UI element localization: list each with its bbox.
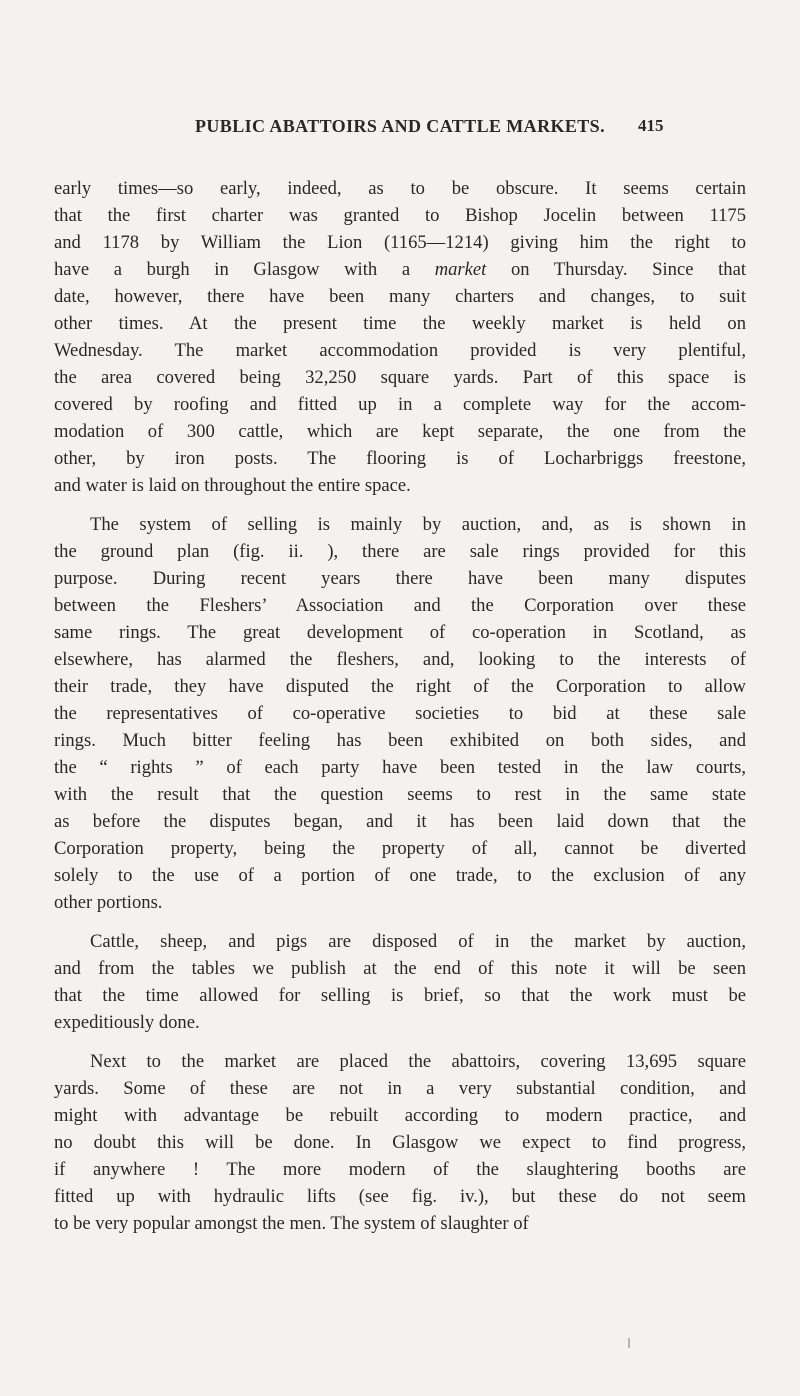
- text-line: other, by iron posts. The flooring is of Locharbriggs freestone,: [54, 448, 746, 469]
- text-line: to be very popular amongst the men. The system of slaughter of: [54, 1213, 529, 1234]
- text-line: the representatives of co-operative societies to bid at these sale: [54, 703, 746, 724]
- text-line: covered by roofing and fitted up in a complete way for the accom-: [54, 394, 746, 415]
- text-line: no doubt this will be done. In Glasgow we expect to find progress,: [54, 1132, 746, 1153]
- text-line: elsewhere, has alarmed the fleshers, and, looking to the interests of: [54, 649, 746, 670]
- paragraph-2: [54, 511, 746, 916]
- body-text: [54, 175, 746, 1249]
- text-line: same rings. The great development of co-operation in Scotland, as: [54, 622, 746, 643]
- text-line: expeditiously done.: [54, 1012, 200, 1033]
- italic-word: market: [434, 259, 487, 280]
- text-line: [54, 229, 746, 256]
- paragraph-3: [54, 928, 746, 1036]
- text-line: early times—so early, indeed, as to be obscure. It seems certain: [54, 178, 746, 199]
- text-line: [54, 256, 746, 283]
- text-line: the “ rights ” of each party have been tested in the law courts,: [54, 757, 746, 778]
- text-line: Cattle, sheep, and pigs are disposed of in the market by auction,: [90, 931, 746, 952]
- text-line: that the first charter was granted to Bishop Jocelin between 1175: [54, 205, 746, 226]
- text-line: that the time allowed for selling is brief, so that the work must be: [54, 985, 746, 1006]
- text-line: modation of 300 cattle, which are kept separate, the one from the: [54, 421, 746, 442]
- text-line: purpose. During recent years there have been many disputes: [54, 568, 746, 589]
- text-line: rings. Much bitter feeling has been exhibited on both sides, and: [54, 730, 746, 751]
- text-segment: on Thursday. Since that: [486, 259, 746, 280]
- paragraph-4: [54, 1048, 746, 1237]
- text-line: and from the tables we publish at the end of this note it will be seen: [54, 958, 746, 979]
- text-line: other times. At the present time the weekly market is held on: [54, 313, 746, 334]
- text-line: fitted up with hydraulic lifts (see fig. iv.), but these do not seem: [54, 1186, 746, 1207]
- page-number: 415: [638, 116, 664, 135]
- text-line: if anywhere ! The more modern of the slaughtering booths are: [54, 1159, 746, 1180]
- text-line: between the Fleshers’ Association and the Corporation over these: [54, 595, 746, 616]
- text-line: their trade, they have disputed the right of the Corporation to allow: [54, 676, 746, 697]
- text-line: Corporation property, being the property of all, cannot be diverted: [54, 838, 746, 859]
- text-line: solely to the use of a portion of one trade, to the exclusion of any: [54, 865, 746, 886]
- text-line: the ground plan (fig. ii. ), there are sale rings provided for this: [54, 541, 746, 562]
- running-head: PUBLIC ABATTOIRS AND CATTLE MARKETS.: [195, 116, 605, 136]
- text-line: yards. Some of these are not in a very substantial condition, and: [54, 1078, 746, 1099]
- text-segment: have a burgh in Glasgow with a: [54, 259, 435, 280]
- text-line: Wednesday. The market accommodation provided is very plentiful,: [54, 340, 746, 361]
- text-line: the area covered being 32,250 square yards. Part of this space is: [54, 367, 746, 388]
- text-segment: and 1178 by William the Lion (1165—1214) giving him the right to: [54, 232, 746, 253]
- text-line: with the result that the question seems to rest in the same state: [54, 784, 746, 805]
- text-line: might with advantage be rebuilt according to modern practice, and: [54, 1105, 746, 1126]
- text-line: date, however, there have been many charters and changes, to suit: [54, 286, 746, 307]
- text-line: The system of selling is mainly by auction, and, as is shown in: [90, 514, 746, 535]
- text-line: as before the disputes began, and it has been laid down that the: [54, 811, 746, 832]
- print-mark: [628, 1338, 630, 1348]
- text-line: Next to the market are placed the abattoirs, covering 13,695 square: [90, 1051, 746, 1072]
- paragraph-1: [54, 175, 746, 499]
- text-line: and water is laid on throughout the entire space.: [54, 475, 411, 496]
- text-line: other portions.: [54, 892, 163, 913]
